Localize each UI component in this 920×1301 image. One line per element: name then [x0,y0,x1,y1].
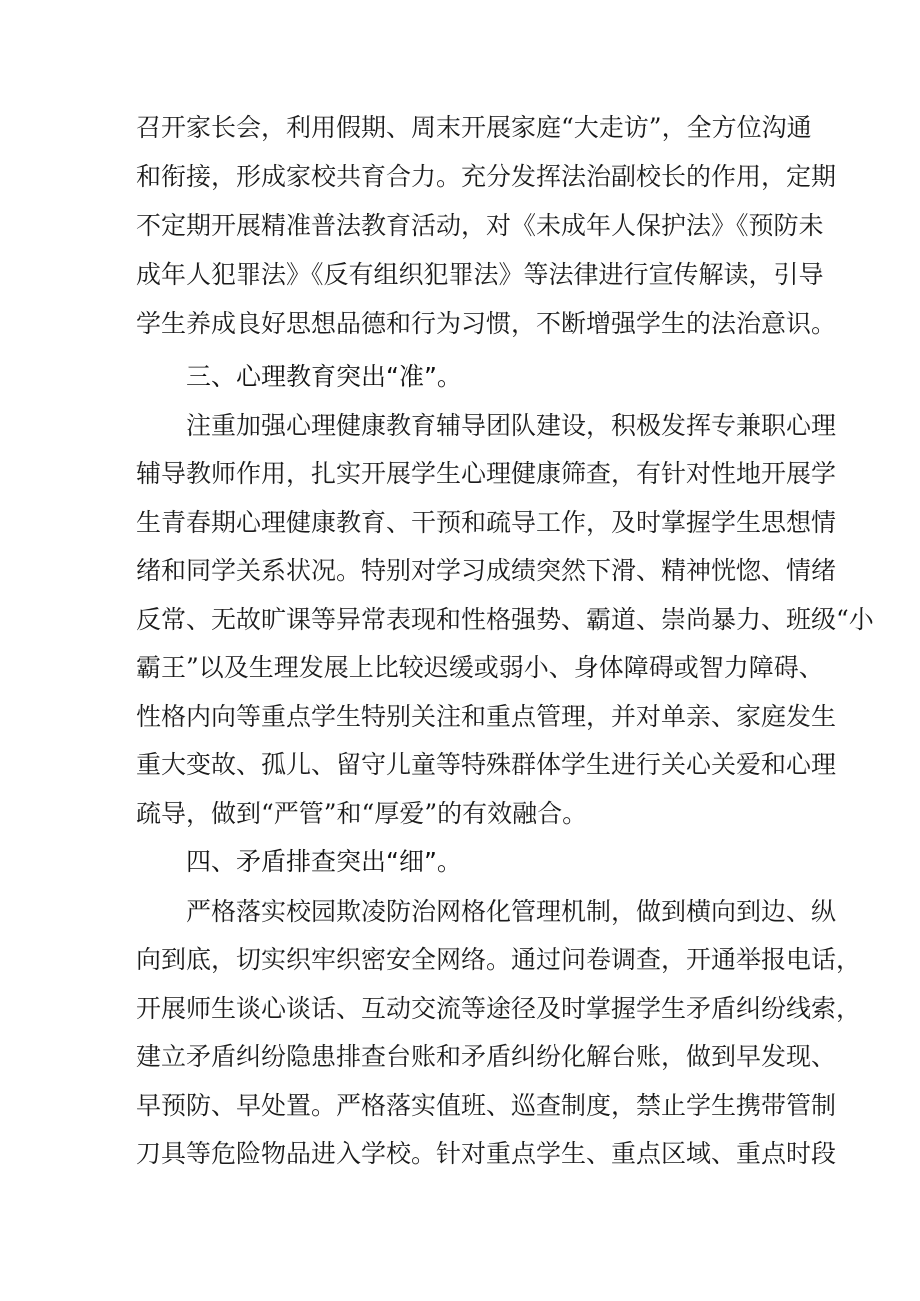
paragraph-line: 向到底，切实织牢织密安全网络。通过问卷调查，开通举报电话， [136,945,862,974]
paragraph-line: 注重加强心理健康教育辅导团队建设，积极发挥专兼职心理 [186,411,837,440]
paragraph-line: 成年人犯罪法》《反有组织犯罪法》等法律进行宣传解读，引导 [136,260,824,289]
paragraph-line: 反常、无故旷课等异常表现和性格强势、霸道、崇尚暴力、班级“小 [136,605,874,634]
paragraph-line: 早预防、早处置。严格落实值班、巡查制度，禁止学生携带管制 [136,1091,837,1120]
paragraph-line: 严格落实校园欺凌防治网格化管理机制，做到横向到边、纵 [186,897,837,926]
paragraph-line: 疏导，做到“严管”和“厚爱”的有效融合。 [136,799,588,828]
paragraph-line: 刀具等危险物品进入学校。针对重点学生、重点区域、重点时段 [136,1139,837,1168]
paragraph-line: 和衔接，形成家校共育合力。充分发挥法治副校长的作用，定期 [136,162,837,191]
paragraph-line: 召开家长会，利用假期、周末开展家庭“大走访”，全方位沟通 [136,113,812,142]
paragraph-line: 学生养成良好思想品德和行为习惯，不断增强学生的法治意识。 [136,309,837,338]
paragraph-line: 霸王”以及生理发展上比较迟缓或弱小、身体障碍或智力障碍、 [136,653,824,682]
paragraph-line: 重大变故、孤儿、留守儿童等特殊群体学生进行关心关爱和心理 [136,750,837,779]
paragraph-line: 性格内向等重点学生特别关注和重点管理，并对单亲、家庭发生 [136,702,837,731]
section-heading-four: 四、矛盾排查突出“细”。 [186,847,462,876]
paragraph-line: 生青春期心理健康教育、干预和疏导工作，及时掌握学生思想情 [136,508,837,537]
section-heading-three: 三、心理教育突出“准”。 [186,362,462,391]
paragraph-line: 不定期开展精准普法教育活动，对《未成年人保护法》《预防未 [136,211,824,240]
paragraph-line: 辅导教师作用，扎实开展学生心理健康筛查，有针对性地开展学 [136,459,837,488]
paragraph-line: 建立矛盾纠纷隐患排查台账和矛盾纠纷化解台账，做到早发现、 [136,1042,837,1071]
paragraph-line: 绪和同学关系状况。特别对学习成绩突然下滑、精神恍惚、情绪 [136,556,837,585]
paragraph-line: 开展师生谈心谈话、互动交流等途径及时掌握学生矛盾纠纷线索， [136,994,862,1023]
